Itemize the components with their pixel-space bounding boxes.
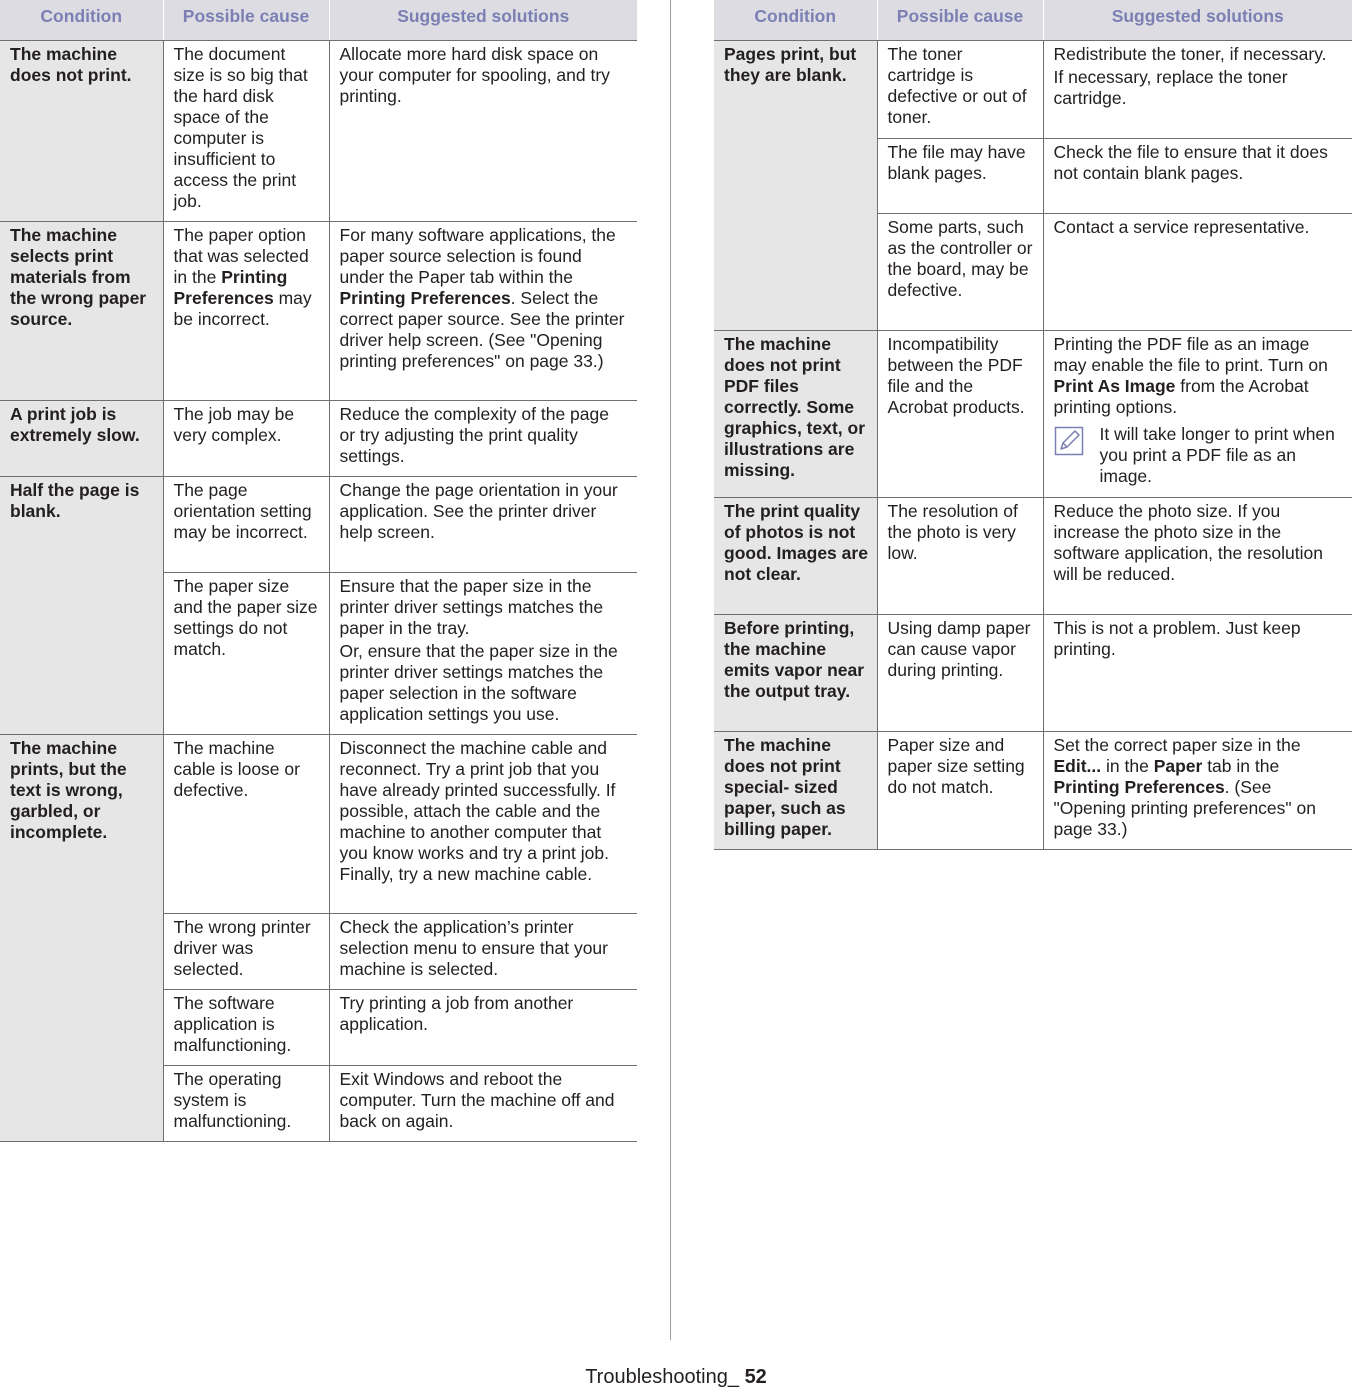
cause-cell: The operating system is malfunctioning. — [163, 1065, 329, 1141]
header-condition: Condition — [0, 0, 163, 40]
header-suggested-solutions: Suggested solutions — [329, 0, 637, 40]
text: tab in the — [1202, 755, 1280, 776]
footer-section-title: Troubleshooting_ — [585, 1366, 745, 1388]
cause-cell: The file may have blank pages. — [877, 138, 1043, 213]
cause-cell: The resolution of the photo is very low. — [877, 497, 1043, 614]
condition-cell: The machine prints, but the text is wrong, garbled, or incomplete. — [0, 734, 163, 1141]
solution-paragraph: Redistribute the toner, if necessary. — [1053, 43, 1327, 64]
text: . (See "Opening printing preferences" on page 33.) — [1053, 776, 1316, 839]
condition-cell: Half the page is blank. — [0, 476, 163, 734]
condition-cell: The machine does not print. — [0, 40, 163, 221]
cause-cell: The document size is so big that the hard disk space of the computer is insufficient to access the print job. — [163, 40, 329, 221]
cause-cell: The paper size and the paper size settings do not match. — [163, 572, 329, 734]
solution-cell: Allocate more hard disk space on your computer for spooling, and try printing. — [329, 40, 637, 221]
condition-cell: The machine selects print materials from the wrong paper source. — [0, 221, 163, 400]
solution-cell — [1043, 731, 1352, 849]
cause-cell: Incompatibility between the PDF file and the Acrobat products. — [877, 330, 1043, 497]
cause-cell: The page orientation setting may be incorrect. — [163, 476, 329, 572]
cause-cell: Some parts, such as the controller or the board, may be defective. — [877, 213, 1043, 330]
note-pencil-icon — [1054, 424, 1090, 487]
condition-cell: The machine does not print PDF files correctly. Some graphics, text, or illustrations are missing. — [714, 330, 877, 497]
troubleshooting-table-right — [714, 0, 1352, 850]
solution-cell: Try printing a job from another application. — [329, 989, 637, 1065]
cause-cell: The toner cartridge is defective or out of toner. — [877, 40, 1043, 138]
solution-paragraph: Ensure that the paper size in the printer driver settings matches the paper in the tray. — [339, 575, 604, 638]
table-row — [714, 40, 1352, 138]
solution-cell: Exit Windows and reboot the computer. Turn the machine off and back on again. — [329, 1065, 637, 1141]
solution-cell: Check the application’s printer selection menu to ensure that your machine is selected. — [329, 913, 637, 989]
condition-cell: The machine does not print special- sized paper, such as billing paper. — [714, 731, 877, 849]
bold-term: Print As Image — [1053, 375, 1176, 396]
solution-paragraph: Or, ensure that the paper size in the printer driver settings matches the paper selection in the software application settings you use. — [339, 640, 618, 724]
solution-cell: Reduce the complexity of the page or try adjusting the print quality settings. — [329, 400, 637, 476]
solution-cell — [329, 221, 637, 400]
table-header-row — [0, 0, 637, 40]
bold-term: Printing Preferences — [173, 266, 288, 308]
solution-cell: Disconnect the machine cable and reconnect. Try a print job that you have already printed successfully. If possible, attach the cable and the machine to another computer that you know works and try a print job. Finally, try a new machine cable. — [329, 734, 637, 913]
bold-term: Printing Preferences — [1053, 776, 1225, 797]
cause-cell: The job may be very complex. — [163, 400, 329, 476]
solution-cell — [1043, 330, 1352, 497]
cause-cell — [163, 221, 329, 400]
solution-paragraph: If necessary, replace the toner cartridge. — [1053, 66, 1288, 108]
cause-cell: The wrong printer driver was selected. — [163, 913, 329, 989]
solution-cell: Change the page orientation in your application. See the printer driver help screen. — [329, 476, 637, 572]
table-header-row — [714, 0, 1352, 40]
text: The paper option that was selected in the — [173, 224, 309, 287]
condition-cell: A print job is extremely slow. — [0, 400, 163, 476]
solution-cell: Contact a service representative. — [1043, 213, 1352, 330]
left-table-column — [0, 0, 637, 1142]
solution-cell: Check the file to ensure that it does not contain blank pages. — [1043, 138, 1352, 213]
condition-cell: The print quality of photos is not good. Images are not clear. — [714, 497, 877, 614]
cause-cell: The machine cable is loose or defective. — [163, 734, 329, 913]
text: For many software applications, the paper source selection is found under the Paper tab within the — [339, 224, 616, 287]
text: Set the correct paper size in the — [1053, 734, 1301, 755]
bold-term: Edit... — [1053, 755, 1102, 776]
header-possible-cause: Possible cause — [163, 0, 329, 40]
text: in the — [1101, 755, 1154, 776]
condition-cell: Pages print, but they are blank. — [714, 40, 877, 330]
header-suggested-solutions: Suggested solutions — [1043, 0, 1352, 40]
bold-term: Printing Preferences — [339, 287, 511, 308]
table-row — [714, 330, 1352, 497]
table-row — [0, 40, 637, 221]
solution-cell: This is not a problem. Just keep printing. — [1043, 614, 1352, 731]
cause-cell: Paper size and paper size setting do not match. — [877, 731, 1043, 849]
condition-cell: Before printing, the machine emits vapor near the output tray. — [714, 614, 877, 731]
note-block — [1054, 424, 1345, 487]
note-text: It will take longer to print when you print a PDF file as an image. — [1099, 423, 1335, 486]
right-table-column — [714, 0, 1352, 850]
table-row — [714, 614, 1352, 731]
solution-cell: Reduce the photo size. If you increase the photo size in the software application, the resolution will be reduced. — [1043, 497, 1352, 614]
header-possible-cause: Possible cause — [877, 0, 1043, 40]
table-row — [0, 400, 637, 476]
cause-cell: Using damp paper can cause vapor during printing. — [877, 614, 1043, 731]
page-footer — [0, 1366, 1352, 1389]
solution-cell — [329, 572, 637, 734]
cause-cell: The software application is malfunctioning. — [163, 989, 329, 1065]
table-row — [0, 221, 637, 400]
page-number: 52 — [744, 1366, 767, 1388]
table-row — [0, 476, 637, 572]
text: . Select the correct paper source. See the printer driver help screen. (See "Opening printing preferences" on page 33.) — [339, 287, 625, 371]
table-row — [714, 497, 1352, 614]
bold-term: Paper — [1153, 755, 1203, 776]
text: may be incorrect. — [173, 287, 312, 329]
table-row — [0, 734, 637, 913]
solution-cell — [1043, 40, 1352, 138]
troubleshooting-table-left — [0, 0, 637, 1142]
table-row — [714, 731, 1352, 849]
column-divider — [670, 0, 671, 1340]
header-condition: Condition — [714, 0, 877, 40]
text: from the Acrobat printing options. — [1053, 375, 1309, 417]
text: Printing the PDF file as an image may enable the file to print. Turn on — [1053, 333, 1328, 375]
solution-paragraph — [1054, 334, 1345, 418]
